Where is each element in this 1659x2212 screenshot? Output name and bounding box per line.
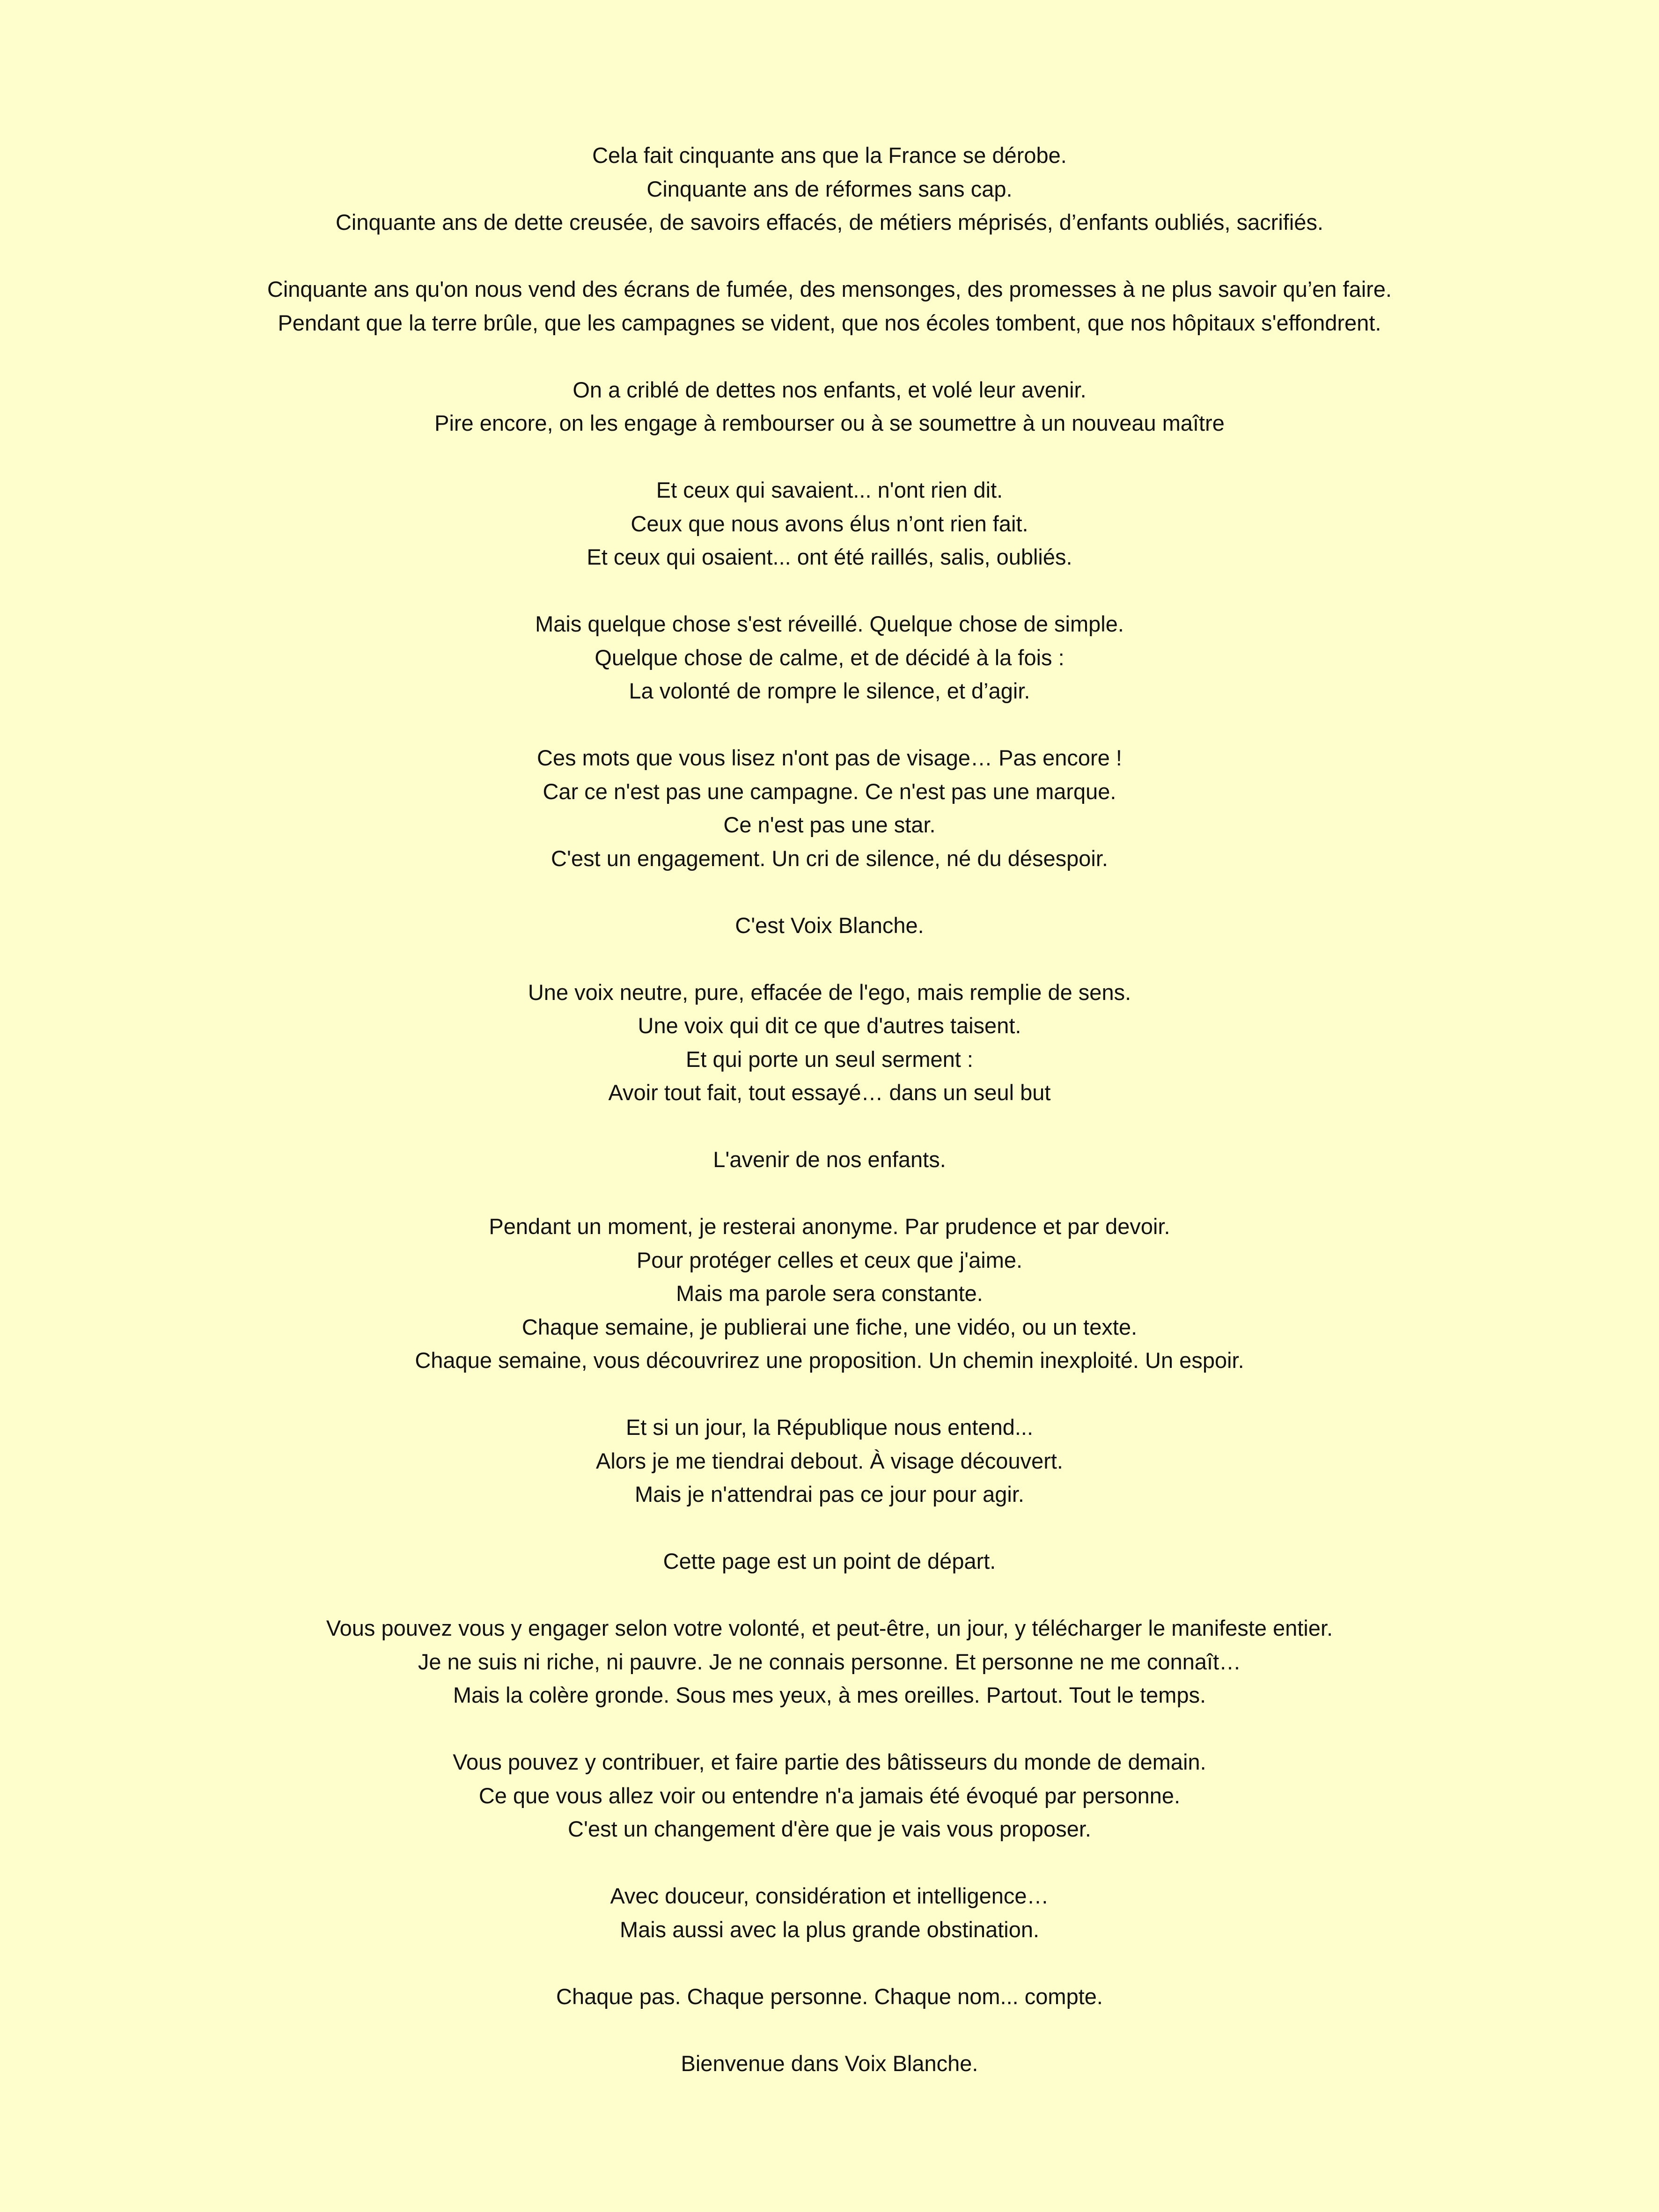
stanza-engager [0,1611,1659,1712]
text-line: L'avenir de nos enfants. [713,1147,946,1172]
text-line: Vous pouvez y contribuer, et faire partie des bâtisseurs du monde de demain. [453,1749,1206,1774]
text-line: Et ceux qui savaient... n'ont rien dit. [656,478,1003,502]
text-line: Ceux que nous avons élus n’ont rien fait. [631,511,1028,536]
text-line: Avoir tout fait, tout essayé… dans un seul but [608,1080,1051,1105]
text-line: Mais je n'attendrai pas ce jour pour agir. [635,1482,1024,1507]
text-line: Ce que vous allez voir ou entendre n'a jamais été évoqué par personne. [478,1783,1181,1808]
stanza-reveil [0,607,1659,708]
text-line: On a criblé de dettes nos enfants, et volé leur avenir. [573,377,1086,402]
text-line: Vous pouvez vous y engager selon votre volonté, et peut-être, un jour, y télécharger le manifeste entier. [326,1616,1333,1640]
text-line: Et ceux qui osaient... ont été raillés, salis, oubliés. [587,544,1072,569]
stanza-voix-neutre [0,976,1659,1110]
manifesto-text [0,139,1659,2114]
text-line: Une voix qui dit ce que d'autres taisent. [638,1013,1021,1038]
stanza-douceur [0,1879,1659,1946]
text-line: Cinquante ans qu'on nous vend des écrans de fumée, des mensonges, des promesses à ne plus savoir qu’en faire. [267,277,1392,301]
text-line: Chaque pas. Chaque personne. Chaque nom... compte. [556,1984,1103,2009]
text-line: Mais la colère gronde. Sous mes yeux, à mes oreilles. Partout. Tout le temps. [453,1683,1206,1707]
text-line: Avec douceur, considération et intelligence… [610,1883,1049,1908]
text-line: Quelque chose de calme, et de décidé à la fois : [595,645,1064,670]
text-line: Une voix neutre, pure, effacée de l'ego, mais remplie de sens. [528,979,1131,1005]
stanza-ceux-qui-savaient [0,473,1659,574]
text-line: Cinquante ans de dette creusée, de savoirs effacés, de métiers méprisés, d’enfants oubliés, sacrifiés. [335,210,1324,235]
text-line: Ce n'est pas une star. [723,812,936,837]
stanza-republique [0,1411,1659,1511]
text-line: Alors je me tiendrai debout. À visage découvert. [596,1448,1063,1473]
text-line: Mais ma parole sera constante. [676,1281,983,1306]
text-line: Mais aussi avec la plus grande obstination. [619,1917,1040,1942]
stanza-dettes [0,373,1659,440]
text-line: Je ne suis ni riche, ni pauvre. Je ne connais personne. Et personne ne me connaît… [418,1649,1241,1674]
stanza-voix-blanche [0,909,1659,942]
text-line: Pendant que la terre brûle, que les campagnes se vident, que nos écoles tombent, que nos hôpitaux s'effondrent. [278,310,1381,335]
stanza-point-de-depart [0,1544,1659,1578]
stanza-bienvenue [0,2047,1659,2080]
text-line: Chaque semaine, je publierai une fiche, une vidéo, ou un texte. [521,1314,1138,1339]
stanza-cinquante-ans [0,139,1659,239]
stanza-contribuer [0,1745,1659,1846]
text-line: Ces mots que vous lisez n'ont pas de visage… Pas encore ! [537,745,1122,770]
text-line: Cinquante ans de réformes sans cap. [646,176,1013,201]
text-line: Pendant un moment, je resterai anonyme. Par prudence et par devoir. [489,1214,1170,1239]
text-line: C'est un changement d'ère que je vais vous proposer. [568,1816,1091,1841]
text-line: Cette page est un point de départ. [663,1549,996,1573]
stanza-anonyme [0,1210,1659,1377]
text-line: Et qui porte un seul serment : [686,1046,973,1072]
stanza-avenir [0,1143,1659,1176]
stanza-ecrans-de-fumee [0,272,1659,339]
stanza-chaque-pas [0,1980,1659,2014]
text-line: La volonté de rompre le silence, et d’agir. [629,678,1030,703]
text-line: C'est Voix Blanche. [735,912,924,938]
stanza-pas-de-visage [0,741,1659,875]
text-line: Bienvenue dans Voix Blanche. [681,2050,978,2076]
text-line: Pour protéger celles et ceux que j'aime. [636,1247,1023,1272]
text-line: Cela fait cinquante ans que la France se dérobe. [592,143,1067,168]
text-line: C'est un engagement. Un cri de silence, né du désespoir. [551,845,1108,871]
text-line: Mais quelque chose s'est réveillé. Quelque chose de simple. [535,611,1124,636]
text-line: Car ce n'est pas une campagne. Ce n'est pas une marque. [543,779,1116,804]
text-line: Chaque semaine, vous découvrirez une proposition. Un chemin inexploité. Un espoir. [415,1348,1244,1373]
text-line: Et si un jour, la République nous entend... [625,1415,1034,1440]
text-line: Pire encore, on les engage à rembourser ou à se soumettre à un nouveau maître [434,411,1225,435]
